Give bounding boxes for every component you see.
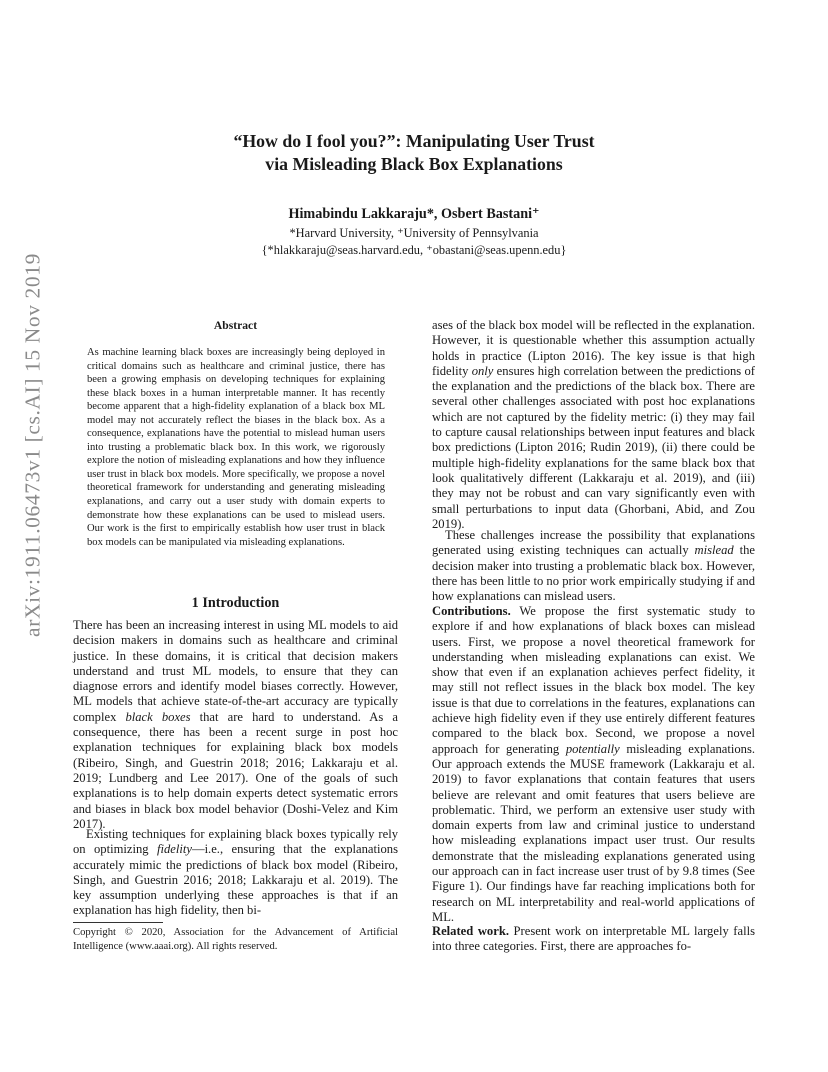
email-line: {*hlakkaraju@seas.harvard.edu, ⁺obastani@seas.upenn.edu} [261, 243, 567, 257]
copyright-footnote: Copyright © 2020, Association for the Advancement of Artificial Intelligence (www.aaai.org). All rights reserved. [73, 927, 398, 952]
affiliation-line: *Harvard University, ⁺University of Pennsylvania [289, 226, 539, 240]
footnote-rule [73, 922, 163, 923]
related-work-paragraph: Related work. Present work on interpretable ML largely falls into three categories. First, there are approaches fo- [432, 924, 755, 954]
section-heading-introduction: 1 Introduction [191, 595, 280, 611]
abstract-heading: Abstract [213, 319, 258, 332]
right-paragraph-2: These challenges increase the possibility that explanations generated using existing techniques can actually mislead the decision maker into trusting a problematic black box. However, there has been little to no prior work empirically studying if and how explanations can mislead users. [432, 528, 755, 604]
right-paragraph-1: ases of the black box model will be reflected in the explanation. However, it is questionable whether this assumption actually holds in practice (Lipton 2016). The key issue is that high fidelity only ensures high correlation between the predictions of the explanation and the predictions of the black box. There are several other challenges associated with post hoc explanations which are not captured by the fidelity metric: (i) they may fail to capture causal relationships between input features and black box predictions (Lipton 2016; Rudin 2019), (ii) there could be multiple high-fidelity explanations for the same black box that look qualitatively different (Lakkaraju et al. 2019), and (iii) they may not be robust and can vary significantly even with small perturbations to input data (Ghorbani, Abid, and Zou 2019). [432, 318, 755, 531]
abstract-text: As machine learning black boxes are increasingly being deployed in critical domains such as healthcare and criminal justice, there has been a growing emphasis on developing techniques for explaining these black boxes in a human interpretable manner. It has recently become apparent that a high-fidelity explanation of a black box ML model may not accurately reflect the biases in the black box. As a consequence, explanations have the potential to mislead human users into trusting a problematic black box. In this work, we rigorously explore the notion of misleading explanations and how they influence user trust in black box models. More specifically, we propose a novel theoretical framework for understanding and generating misleading explanations, and carry out a user study with domain experts to demonstrate how these explanations can be used to mislead users. Our work is the first to empirically establish how user trust in black box models can be manipulated via misleading explanations. [87, 347, 385, 548]
contributions-paragraph: Contributions. We propose the first systematic study to explore if and how explanations of black boxes can mislead users. First, we propose a novel theoretical framework for understanding when misleading explanations can exist. We show that even if an explanation achieves perfect fidelity, it may still not reflect issues in the black box model. The key issue is that due to correlations in the features, explanations can achieve high fidelity even if they use entirely different features compared to the black box. Second, we propose a novel approach for generating potentially misleading explanations. Our approach extends the MUSE framework (Lakkaraju et al. 2019) to favor explanations that contain features that users believe are relevant and omit features that users believe are problematic. Third, we perform an extensive user study with domain experts from law and criminal justice to understand how misleading explanations impact user trust. Our results demonstrate that the misleading explanations generated using our approach can in fact increase user trust of by 9.8 times (See Figure 1). Our findings have far reaching implications both for research on ML interpretability and real-world applications of ML. [432, 604, 755, 924]
arxiv-identifier: arXiv:1911.06473v1 [cs.AI] 15 Nov 2019 [20, 253, 45, 637]
related-work-heading: Related work. [432, 924, 509, 938]
intro-paragraph-1: There has been an increasing interest in using ML models to aid decision makers in domains such as healthcare and criminal justice. In these domains, it is critical that decision makers understand and trust ML models, to ensure that they can diagnose errors and identify model biases correctly. However, ML models that achieve state-of-the-art accuracy are typically complex black boxes that are hard to understand. As a consequence, there has been a recent surge in post hoc explanation techniques for explaining black box models (Ribeiro, Singh, and Guestrin 2018; 2016; Lakkaraju et al. 2019; Lundberg and Lee 2017). One of the goals of such explanations is to help domain experts detect systematic errors and biases in black box model behavior (Doshi-Velez and Kim 2017). [73, 618, 398, 831]
arxiv-sidebar [13, 215, 53, 675]
title-line-1: “How do I fool you?”: Manipulating User Trust [233, 131, 595, 151]
intro-paragraph-2: Existing techniques for explaining black boxes typically rely on optimizing fidelity—i.e., ensuring that the explanations accurately mimic the predictions of black box model (Ribeiro, Singh, and Guestrin 2016; 2018; Lakkaraju et al. 2019). The key assumption underlying these approaches is that if an explanation has high fidelity, then bi- [73, 827, 399, 918]
title-line-2: via Misleading Black Box Explanations [265, 154, 563, 174]
affiliations [0, 225, 828, 259]
contributions-heading: Contributions. [432, 604, 511, 618]
paper-title [0, 130, 828, 176]
author-list: Himabindu Lakkaraju*, Osbert Bastani⁺ [288, 206, 540, 222]
